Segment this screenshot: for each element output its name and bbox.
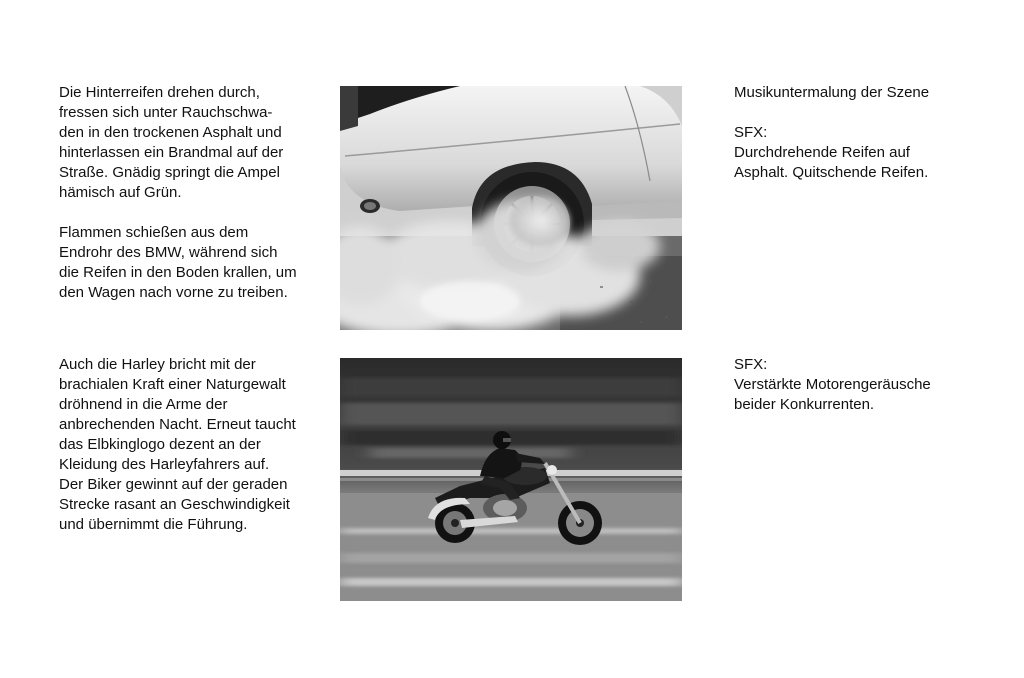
motorcycle-rider-photo <box>340 358 682 601</box>
scene2-description: Auch die Harley bricht mit der brachialen Kraft einer Naturgewalt dröhnend in die Arme der anbrechenden Nacht. Erneut taucht das Elbkinglogo dezent an der Kleidung des Harleyfahrers auf. Der Biker gewinnt auf der geraden Strecke rasant an Geschwindigkeit und übernimmt die Führung. <box>59 356 296 533</box>
scene1-description: Die Hinterreifen drehen durch, fressen sich unter Rauchschwa- den in den trockenen Asphalt und hinterlassen ein Brandmal auf der Straße. Gnädig springt die Ampel hämisch auf Grün. Flammen schießen aus dem Endrohr des BMW, während sich die Reifen in den Boden krallen, um den Wagen nach vorne zu treiben. <box>59 84 297 301</box>
burnout-car-photo <box>340 86 682 330</box>
scene1-sound: Musikuntermalung der Szene SFX: Durchdrehende Reifen auf Asphalt. Quitschende Reifen. <box>734 84 930 181</box>
scene2-sound: SFX: Verstärkte Motorengeräusche beider Konkurrenten. <box>734 356 931 413</box>
